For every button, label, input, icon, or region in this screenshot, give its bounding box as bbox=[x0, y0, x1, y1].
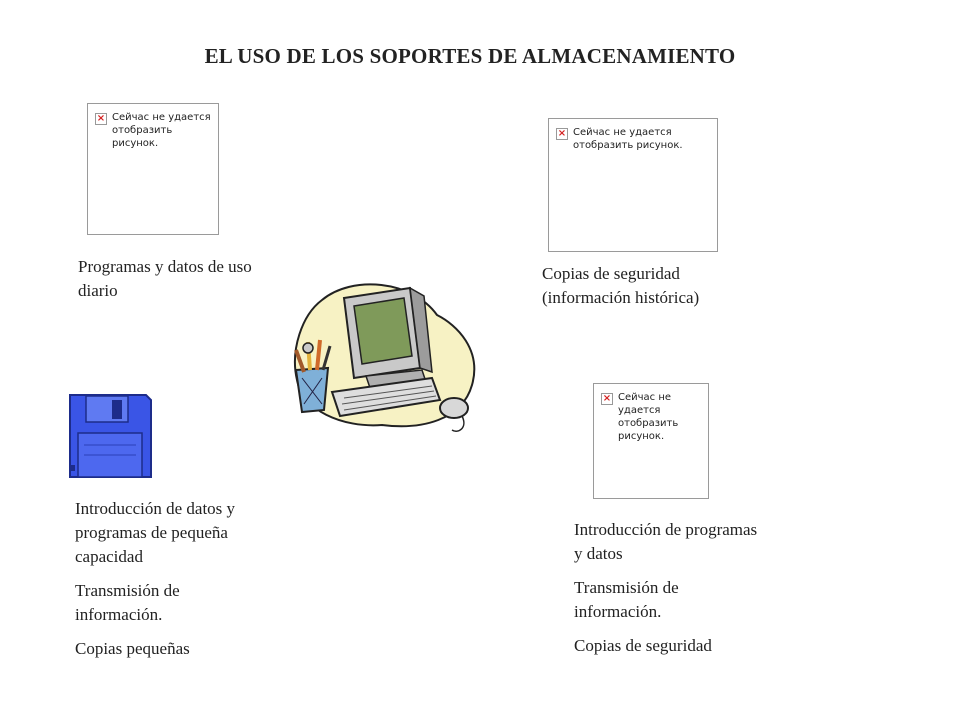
label-line: Copias pequeñas bbox=[75, 639, 190, 658]
broken-image-icon: × bbox=[557, 128, 567, 139]
label-top-right bbox=[542, 262, 762, 320]
broken-image-icon: × bbox=[602, 393, 612, 404]
label-bottom-left bbox=[75, 497, 270, 671]
broken-image-icon: × bbox=[96, 113, 106, 124]
label-line: Introducción de datos y programas de pequeña capacidad bbox=[75, 499, 236, 566]
label-text: Programas y datos de uso diario bbox=[78, 257, 252, 300]
label-line: Introducción de programas y datos bbox=[574, 520, 758, 563]
broken-image-message: Сейчас не удается отобразить рисунок. bbox=[618, 392, 679, 442]
broken-image-placeholder-top-right bbox=[548, 118, 718, 252]
label-line: Copias de seguridad bbox=[574, 636, 712, 655]
label-bottom-right bbox=[574, 518, 764, 668]
broken-image-placeholder-top-left bbox=[87, 103, 219, 235]
floppy-disk-icon bbox=[66, 393, 153, 479]
broken-image-placeholder-bottom-right bbox=[593, 383, 709, 499]
computer-clipart-icon bbox=[282, 270, 482, 440]
page-title: EL USO DE LOS SOPORTES DE ALMACENAMIENTO bbox=[204, 44, 736, 68]
broken-image-message: Сейчас не удается отобразить рисунок. bbox=[573, 127, 683, 151]
label-text: Copias de seguridad (información histórica) bbox=[542, 264, 700, 307]
label-line: Transmisión de información. bbox=[75, 581, 180, 624]
label-top-left bbox=[78, 255, 268, 313]
label-line: Transmisión de información. bbox=[574, 578, 679, 621]
broken-image-message: Сейчас не удается отобразить рисунок. bbox=[112, 112, 211, 149]
